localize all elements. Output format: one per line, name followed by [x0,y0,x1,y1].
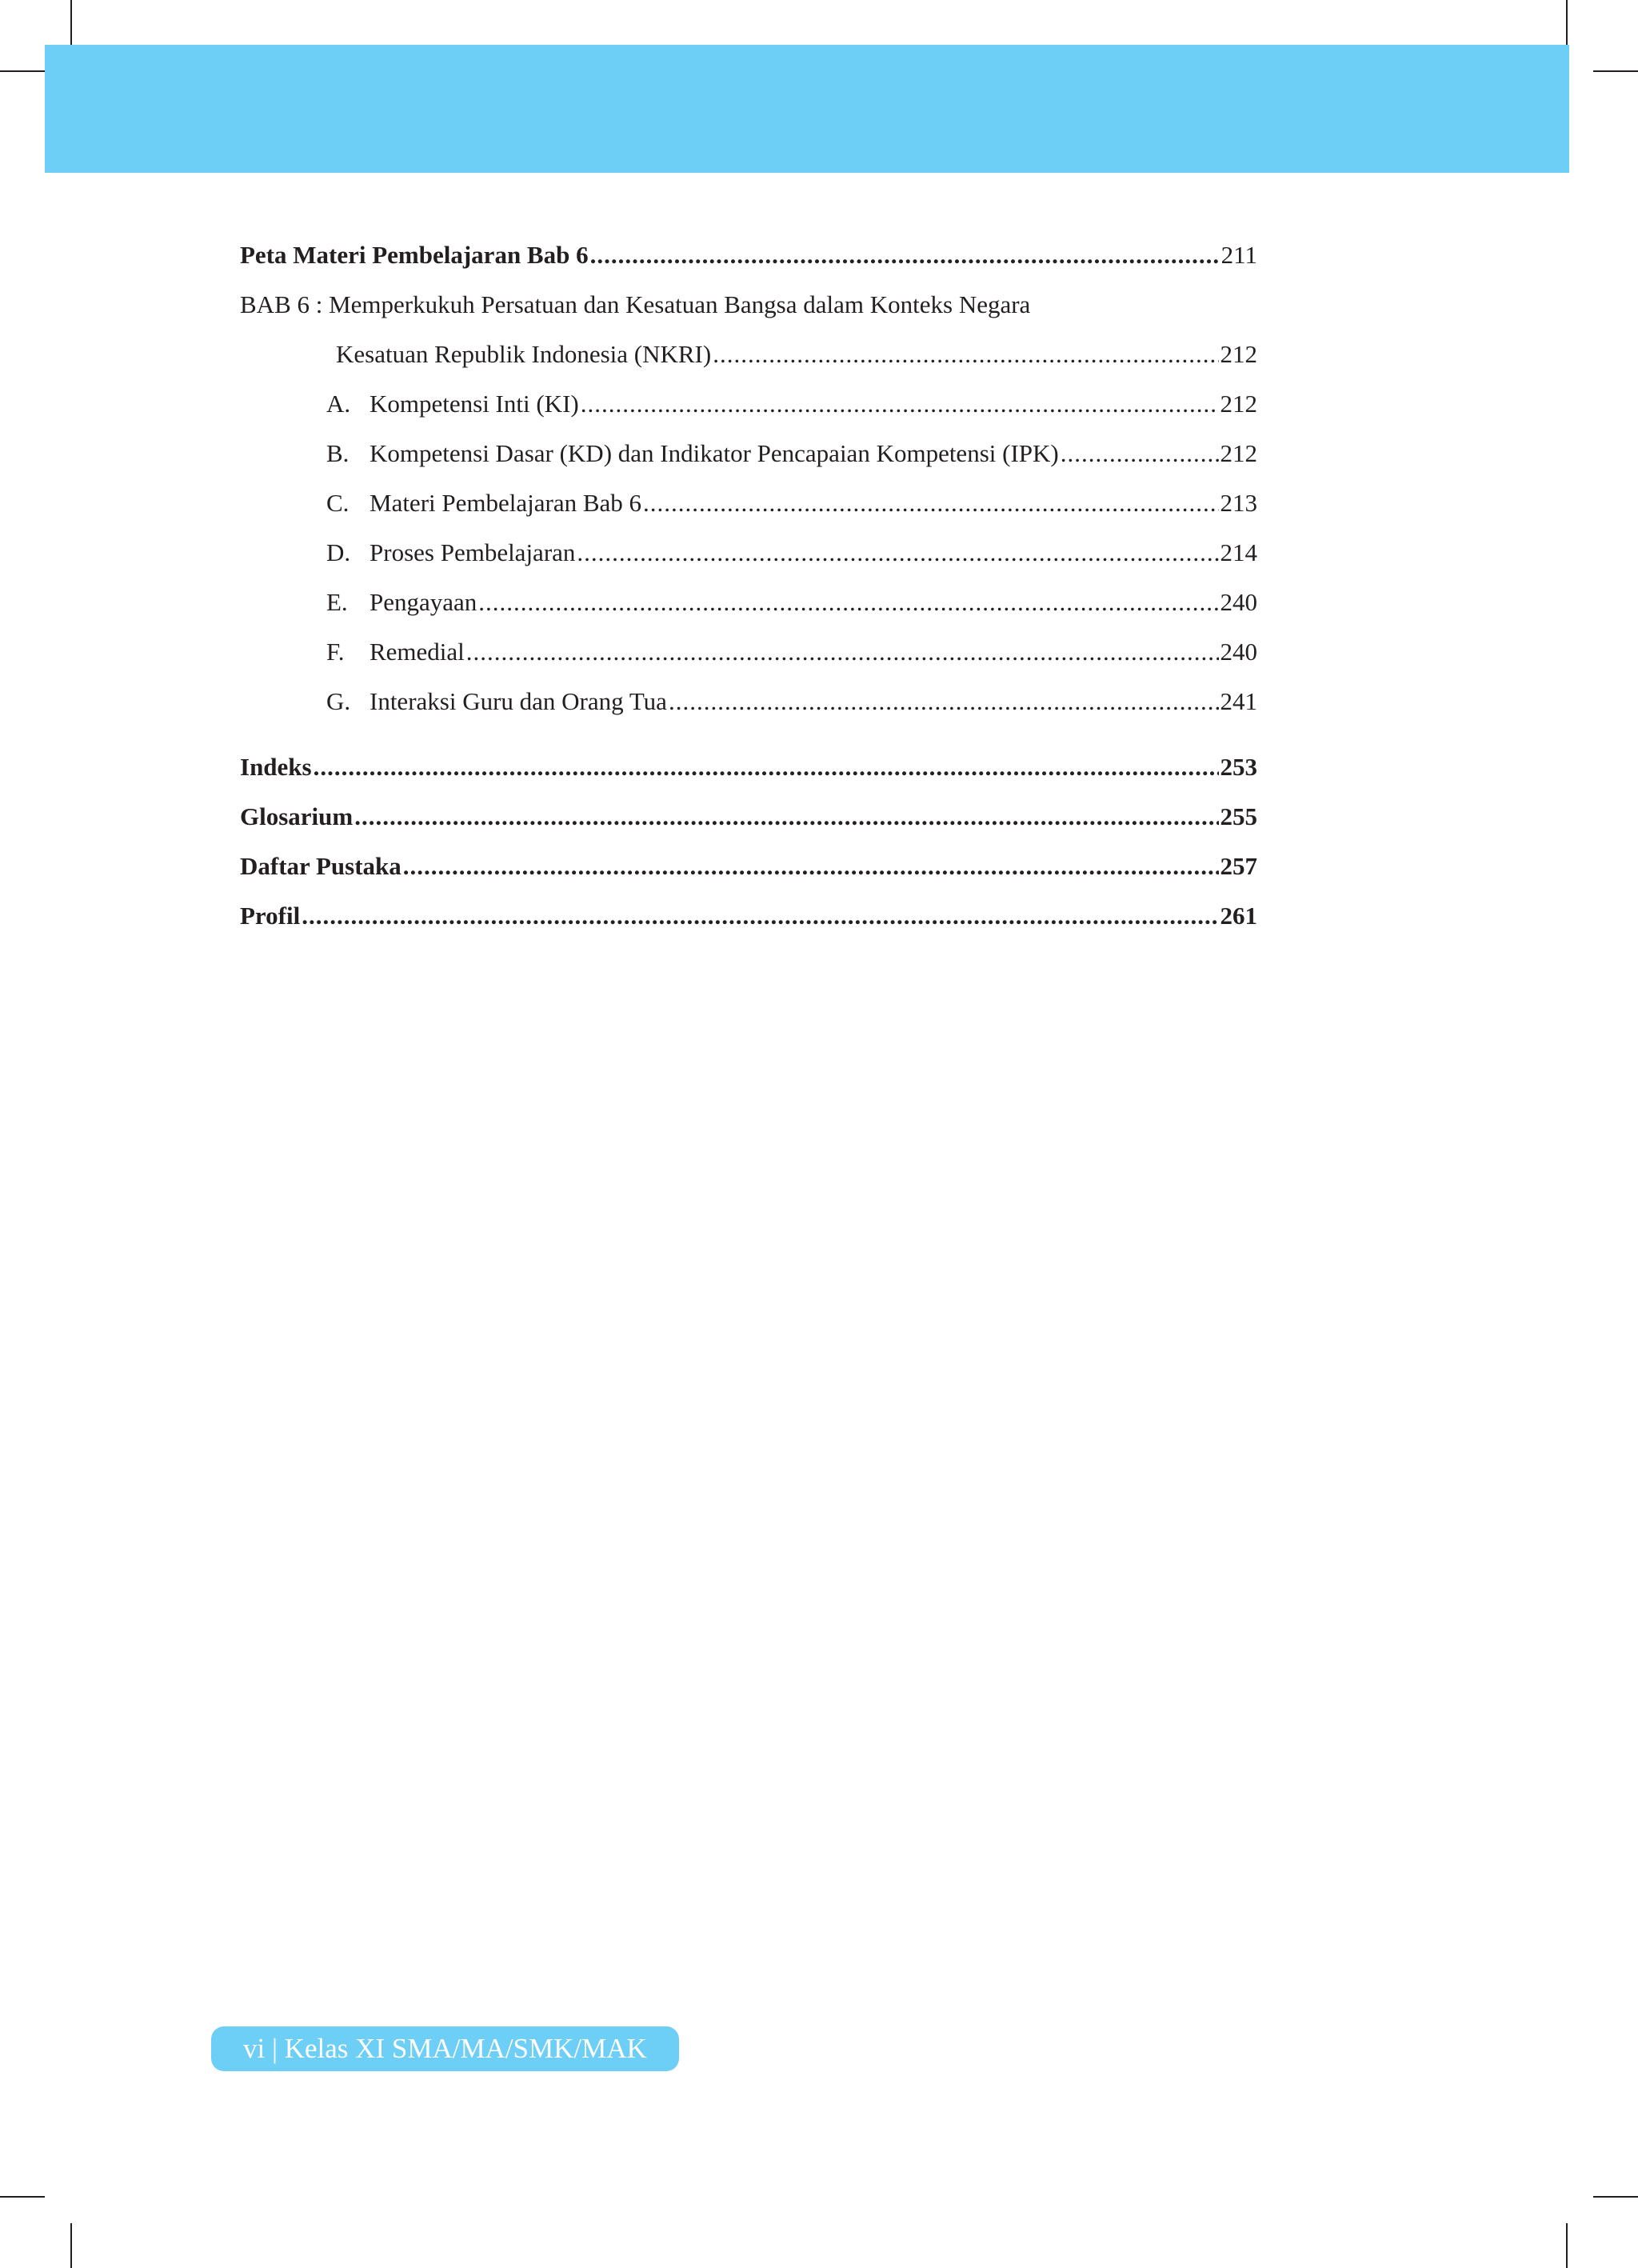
toc-entry-title: Kesatuan Republik Indonesia (NKRI) [336,340,712,368]
toc-subentry-f[interactable] [240,627,1257,677]
dot-leader [302,891,1218,941]
toc-entry-indeks[interactable] [240,742,1257,792]
toc-entry-page: 253 [1220,753,1257,781]
toc-subentry-letter: E. [326,588,348,616]
dot-leader [669,677,1219,726]
toc-subentry-letter: F. [326,638,345,666]
toc-subentry-page: 213 [1220,489,1257,517]
dot-leader [466,627,1219,677]
toc-entry-title: Peta Materi Pembelajaran Bab 6 [240,241,589,269]
crop-mark-top-left-h [0,70,45,72]
toc-subentry-title: Remedial [370,638,465,666]
toc-subentry-d[interactable] [240,528,1257,578]
toc-subentry-letter: C. [326,489,350,517]
toc-chapter-title-line1: BAB 6 : Memperkukuh Persatuan dan Kesatuan Bangsa dalam Konteks Negara [240,290,1031,318]
toc-subentry-letter: B. [326,439,350,467]
toc-subentry-page: 212 [1220,390,1257,418]
toc-subentry-letter: D. [326,538,351,566]
toc-subentry-page: 240 [1220,638,1257,666]
toc-subentry-title: Kompetensi Dasar (KD) dan Indikator Pencapaian Kompetensi (IPK) [370,439,1059,467]
toc-subentry-e[interactable] [240,578,1257,627]
toc-entry-glosarium[interactable] [240,792,1257,842]
toc-subentry-title: Proses Pembelajaran [370,538,576,566]
toc-entry-title: Profil [240,902,301,930]
toc-entry-title: Daftar Pustaka [240,852,402,880]
toc-subentry-page: 214 [1220,538,1257,566]
dot-leader [354,792,1218,842]
crop-mark-top-left [70,0,72,45]
dot-leader [314,742,1219,792]
toc-entry-page: 257 [1220,852,1257,880]
header-band [45,45,1569,173]
dot-leader [577,528,1218,578]
toc-entry-bab6[interactable] [240,330,1257,379]
crop-mark-top-right-h [1593,70,1638,72]
toc-subentry-title: Kompetensi Inti (KI) [370,390,579,418]
table-of-contents [240,230,1257,941]
toc-subentry-page: 241 [1220,687,1257,715]
crop-mark-bottom-left-h [0,2196,45,2198]
toc-subentry-title: Interaksi Guru dan Orang Tua [370,687,667,715]
crop-mark-top-right [1566,0,1568,45]
toc-subentry-letter: G. [326,687,351,715]
toc-entry-daftar-pustaka[interactable] [240,842,1257,891]
dot-leader [643,478,1218,528]
toc-subentry-a[interactable] [240,379,1257,429]
toc-subentry-page: 240 [1220,588,1257,616]
toc-subentry-c[interactable] [240,478,1257,528]
dot-leader [590,230,1220,280]
dot-leader [713,330,1218,379]
dot-leader [581,379,1219,429]
toc-subentry-title: Materi Pembelajaran Bab 6 [370,489,642,517]
toc-subentry-title: Pengayaan [370,588,477,616]
dot-leader [1061,429,1219,478]
toc-entry-page: 261 [1220,902,1257,930]
dot-leader [478,578,1218,627]
toc-entry-page: 255 [1220,802,1257,830]
toc-entry-title: Indeks [240,753,312,781]
toc-subentry-page: 212 [1220,439,1257,467]
toc-entry-peta-materi[interactable] [240,230,1257,280]
toc-entry-page: 212 [1220,340,1257,368]
footer-page-label: vi | Kelas XI SMA/MA/SMK/MAK [211,2026,679,2071]
toc-subentry-b[interactable] [240,429,1257,478]
crop-mark-bottom-left [70,2223,72,2268]
toc-subentry-letter: A. [326,390,351,418]
toc-entry-page: 211 [1221,241,1257,269]
toc-subentry-g[interactable] [240,677,1257,726]
dot-leader [403,842,1219,891]
toc-entry-profil[interactable] [240,891,1257,941]
crop-mark-bottom-right-h [1593,2196,1638,2198]
crop-mark-bottom-right [1566,2223,1568,2268]
toc-entry-title: Glosarium [240,802,354,830]
